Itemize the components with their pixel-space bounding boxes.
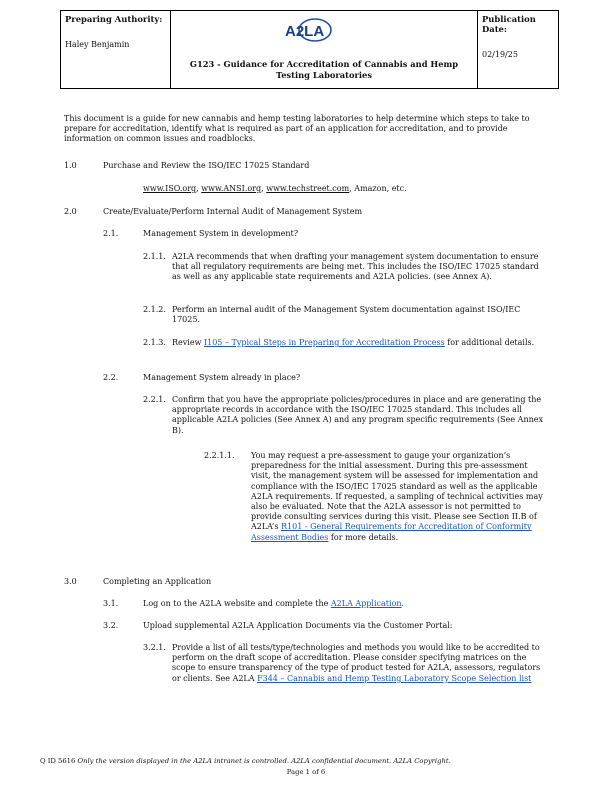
intro-paragraph: This document is a guide for new cannabis and hemp testing laboratories to help determine which steps to take to prepare for accreditation, identify what is required as part of an application for accreditation, and to provide information on common issues and roadblocks. xyxy=(64,114,530,144)
page-number: Page 1 of 6 xyxy=(286,768,326,776)
section-2-2-title: Management System already in place? xyxy=(143,373,301,382)
section-3-1-post: . xyxy=(401,599,405,608)
section-2-1-3-post: for additional details. xyxy=(444,338,535,347)
section-2-1-2-text: Perform an internal audit of the Management System documentation against ISO/IEC 17025. xyxy=(172,305,521,325)
section-1-number: 1.0 xyxy=(64,161,77,170)
section-2-2-1-number: 2.2.1. xyxy=(143,395,166,404)
iso-link[interactable]: www.ISO.org xyxy=(143,184,197,193)
section-3-1-text xyxy=(143,599,543,609)
section-1-links-tail: , Amazon, etc. xyxy=(349,184,407,193)
section-3-2-1-number: 3.2.1. xyxy=(143,643,166,652)
section-3-1-number: 3.1. xyxy=(103,599,119,608)
title-cell xyxy=(171,11,478,88)
a2la-application-link[interactable]: A2LA Application xyxy=(330,599,402,608)
footer-qid: Q ID 5616 xyxy=(40,757,78,765)
techstreet-link[interactable]: www.techstreet.com xyxy=(266,184,350,193)
a2la-logo xyxy=(282,17,332,43)
section-2-2-1-text: Confirm that you have the appropriate policies/procedures in place and are generating the appropriate records in accordance with the ISO/IEC 17025 standard. This includes all applicable A2LA policies (See Annex A) and any program specific requirements (See Annex B). xyxy=(172,395,543,435)
preparing-authority-cell xyxy=(61,11,171,88)
section-2-1-1-number: 2.1.1. xyxy=(143,252,166,261)
ansi-link[interactable]: www.ANSI.org xyxy=(201,184,262,193)
section-2-1-title: Management System in development? xyxy=(143,229,298,238)
publication-date-label: Publication Date: xyxy=(482,14,536,34)
document-title: G123 - Guidance for Accreditation of Cannabis and Hemp Testing Laboratories xyxy=(189,59,459,80)
footer xyxy=(40,757,451,766)
section-2-2-1-1-number: 2.2.1.1. xyxy=(204,451,235,460)
section-2-number: 2.0 xyxy=(64,207,77,216)
footer-notice: Only the version displayed in the A2LA intranet is controlled. A2LA confidential document. A2LA Copyright. xyxy=(77,757,451,765)
section-3-number: 3.0 xyxy=(64,577,77,586)
section-1-title: Purchase and Review the ISO/IEC 17025 Standard xyxy=(103,161,310,170)
section-2-2-1-1-post: for more details. xyxy=(328,532,399,542)
publication-date-value: 02/19/25 xyxy=(482,50,518,59)
section-1-links: www.ISO.org, www.ANSI.org, www.techstreet.com, Amazon, etc. xyxy=(143,184,407,193)
section-3-title: Completing an Application xyxy=(103,577,212,586)
section-2-1-2-number: 2.1.2. xyxy=(143,305,166,314)
section-2-title: Create/Evaluate/Perform Internal Audit of Management System xyxy=(103,207,363,216)
r101-link[interactable]: R101 - General Requirements for Accreditation of Conformity Assessment Bodies xyxy=(251,522,532,542)
section-3-2-number: 3.2. xyxy=(103,621,119,630)
section-3-2-1-text xyxy=(172,643,544,684)
logo-text: A2LA xyxy=(285,23,325,40)
preparing-authority-value: Haley Benjamin xyxy=(65,40,130,49)
section-2-2-1-1-text xyxy=(251,451,549,543)
section-2-1-3-number: 2.1.3. xyxy=(143,338,166,347)
preparing-authority-label: Preparing Authority: xyxy=(65,14,163,24)
section-2-1-number: 2.1. xyxy=(103,229,119,238)
section-3-2-title: Upload supplemental A2LA Application Documents via the Customer Portal: xyxy=(143,621,453,630)
f344-link[interactable]: F344 – Cannabis and Hemp Testing Laboratory Scope Selection list xyxy=(257,673,532,683)
section-3-1-pre: Log on to the A2LA website and complete the xyxy=(143,599,331,608)
section-2-2-1-1-body: You may request a pre-assessment to gauge your organization’s preparedness for the initial assessment. During this pre-assessment visit, the management system will be assessed for implementation and compliance with the ISO/IEC 17025 standard as well as the applicable A2LA requirements. If requested, a sampling of technical activities may also be evaluated. Note that the A2LA assessor is not permitted to provide consulting services during this visit. Please see Section II.B of A2LA’s xyxy=(251,451,543,532)
section-3-2-1-body: Provide a list of all tests/type/technologies and methods you would like to be accredited to perform on the draft scope of accreditation. Please consider specifying matrices on the scope to ensure transparency of the type of product tested for A2LA, assessors, regulators or clients. See A2LA xyxy=(172,643,541,683)
section-2-2-number: 2.2. xyxy=(103,373,119,382)
publication-date-cell xyxy=(478,11,558,88)
section-2-1-3-pre: Review xyxy=(172,338,204,347)
i105-link[interactable]: I105 – Typical Steps in Preparing for Accreditation Process xyxy=(203,338,445,347)
section-2-1-1-text: A2LA recommends that when drafting your management system documentation to ensure that all regulatory requirements are being met. This includes the ISO/IEC 17025 standard as well as any applicable state requirements and A2LA policies. (see Annex A). xyxy=(172,252,539,282)
document-header xyxy=(60,10,559,89)
section-2-1-3-text xyxy=(172,338,542,348)
